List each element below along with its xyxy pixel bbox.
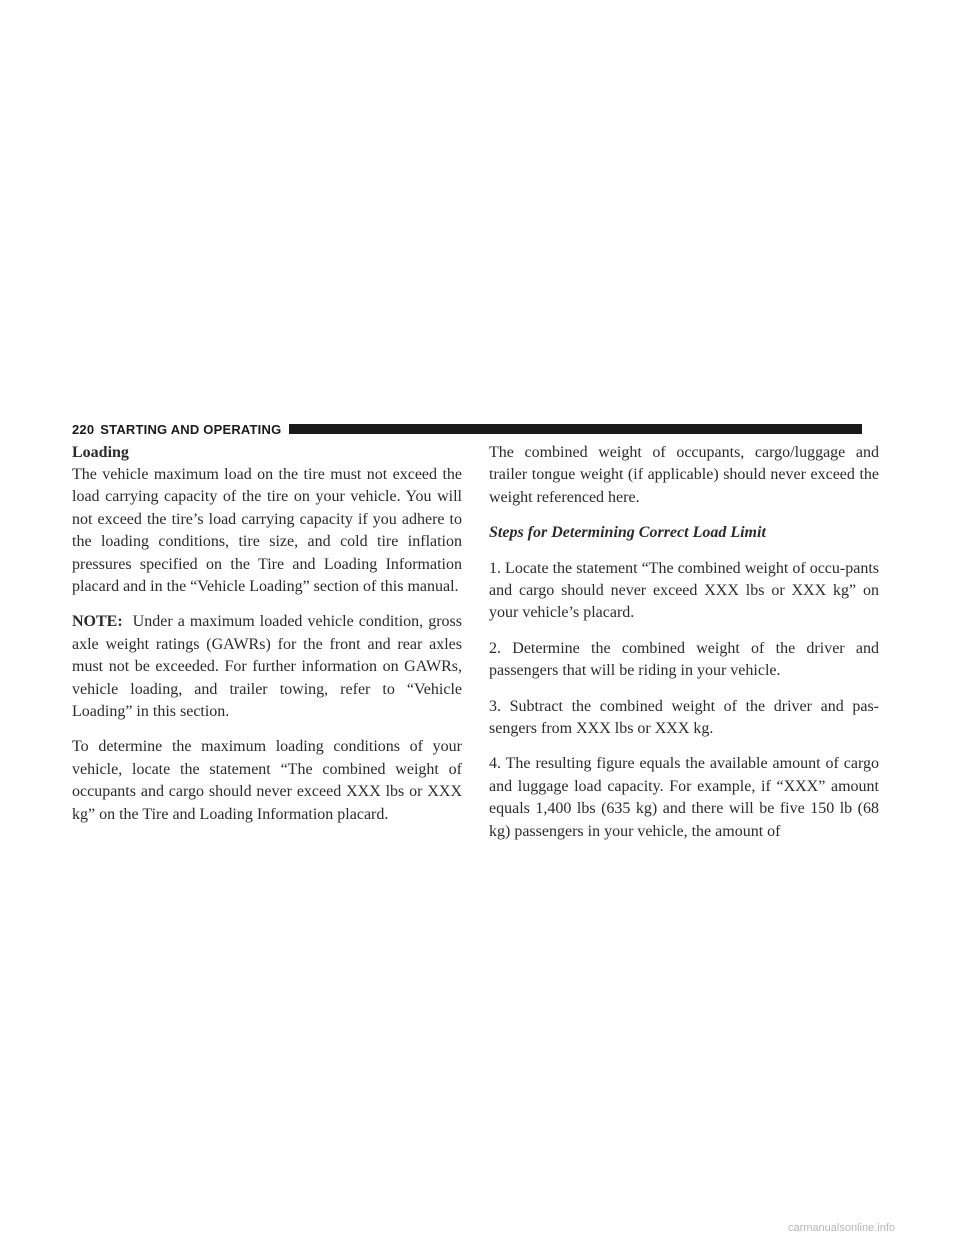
note-text: Under a maximum loaded vehicle condition, gross axle weight ratings (GAWRs) for the front and rear axles must not be exceeded. For further information on GAWRs, vehicle loading, and trailer towing, refer to “Vehicle Loading” in this section. [72,613,462,721]
right-column [489,442,879,856]
steps-subheading: Steps for Determining Correct Load Limit [489,524,766,542]
note-label: NOTE: [72,613,123,631]
combined-weight-paragraph: The combined weight of occupants, cargo/luggage and trailer tongue weight (if applicable) should never exceed the weight referenced here. [489,444,879,506]
step-2: 2. Determine the combined weight of the driver and passengers that will be riding in your vehicle. [489,639,879,680]
note-paragraph [72,611,462,723]
loading-paragraph: The vehicle maximum load on the tire must not exceed the load carrying capacity of the tire on your vehicle. You will not exceed the tire’s load carrying capacity if you adhere to the loading conditions, tire size, and cold tire inflation pressures specified on the Tire and Loading Information placard and in the “Vehicle Loading” section of this manual. [72,466,462,596]
step-1: 1. Locate the statement “The combined weight of occu-pants and cargo should never exceed XXX lbs or XXX kg” on your vehicle’s placard. [489,559,879,622]
page-header [72,418,862,440]
section-title: STARTING AND OPERATING [100,421,282,437]
step-4: 4. The resulting figure equals the available amount of cargo and luggage load capacity. For example, if “XXX” amount equals 1,400 lbs (635 kg) and there will be five 150 lb (68 kg) passengers in your vehicle, the amount of [489,755,879,840]
loading-heading: Loading [72,444,129,461]
step-3: 3. Subtract the combined weight of the driver and pas-sengers from XXX lbs or XXX kg. [489,697,879,738]
footer-watermark: carmanualsonline.info [788,1222,896,1234]
header-rule [289,424,862,434]
max-loading-paragraph: To determine the maximum loading conditions of your vehicle, locate the statement “The combined weight of occupants and cargo should never exceed XXX lbs or XXX kg” on the Tire and Loading Information placard. [72,738,462,823]
page-number: 220 [72,421,95,437]
left-column [72,442,462,839]
